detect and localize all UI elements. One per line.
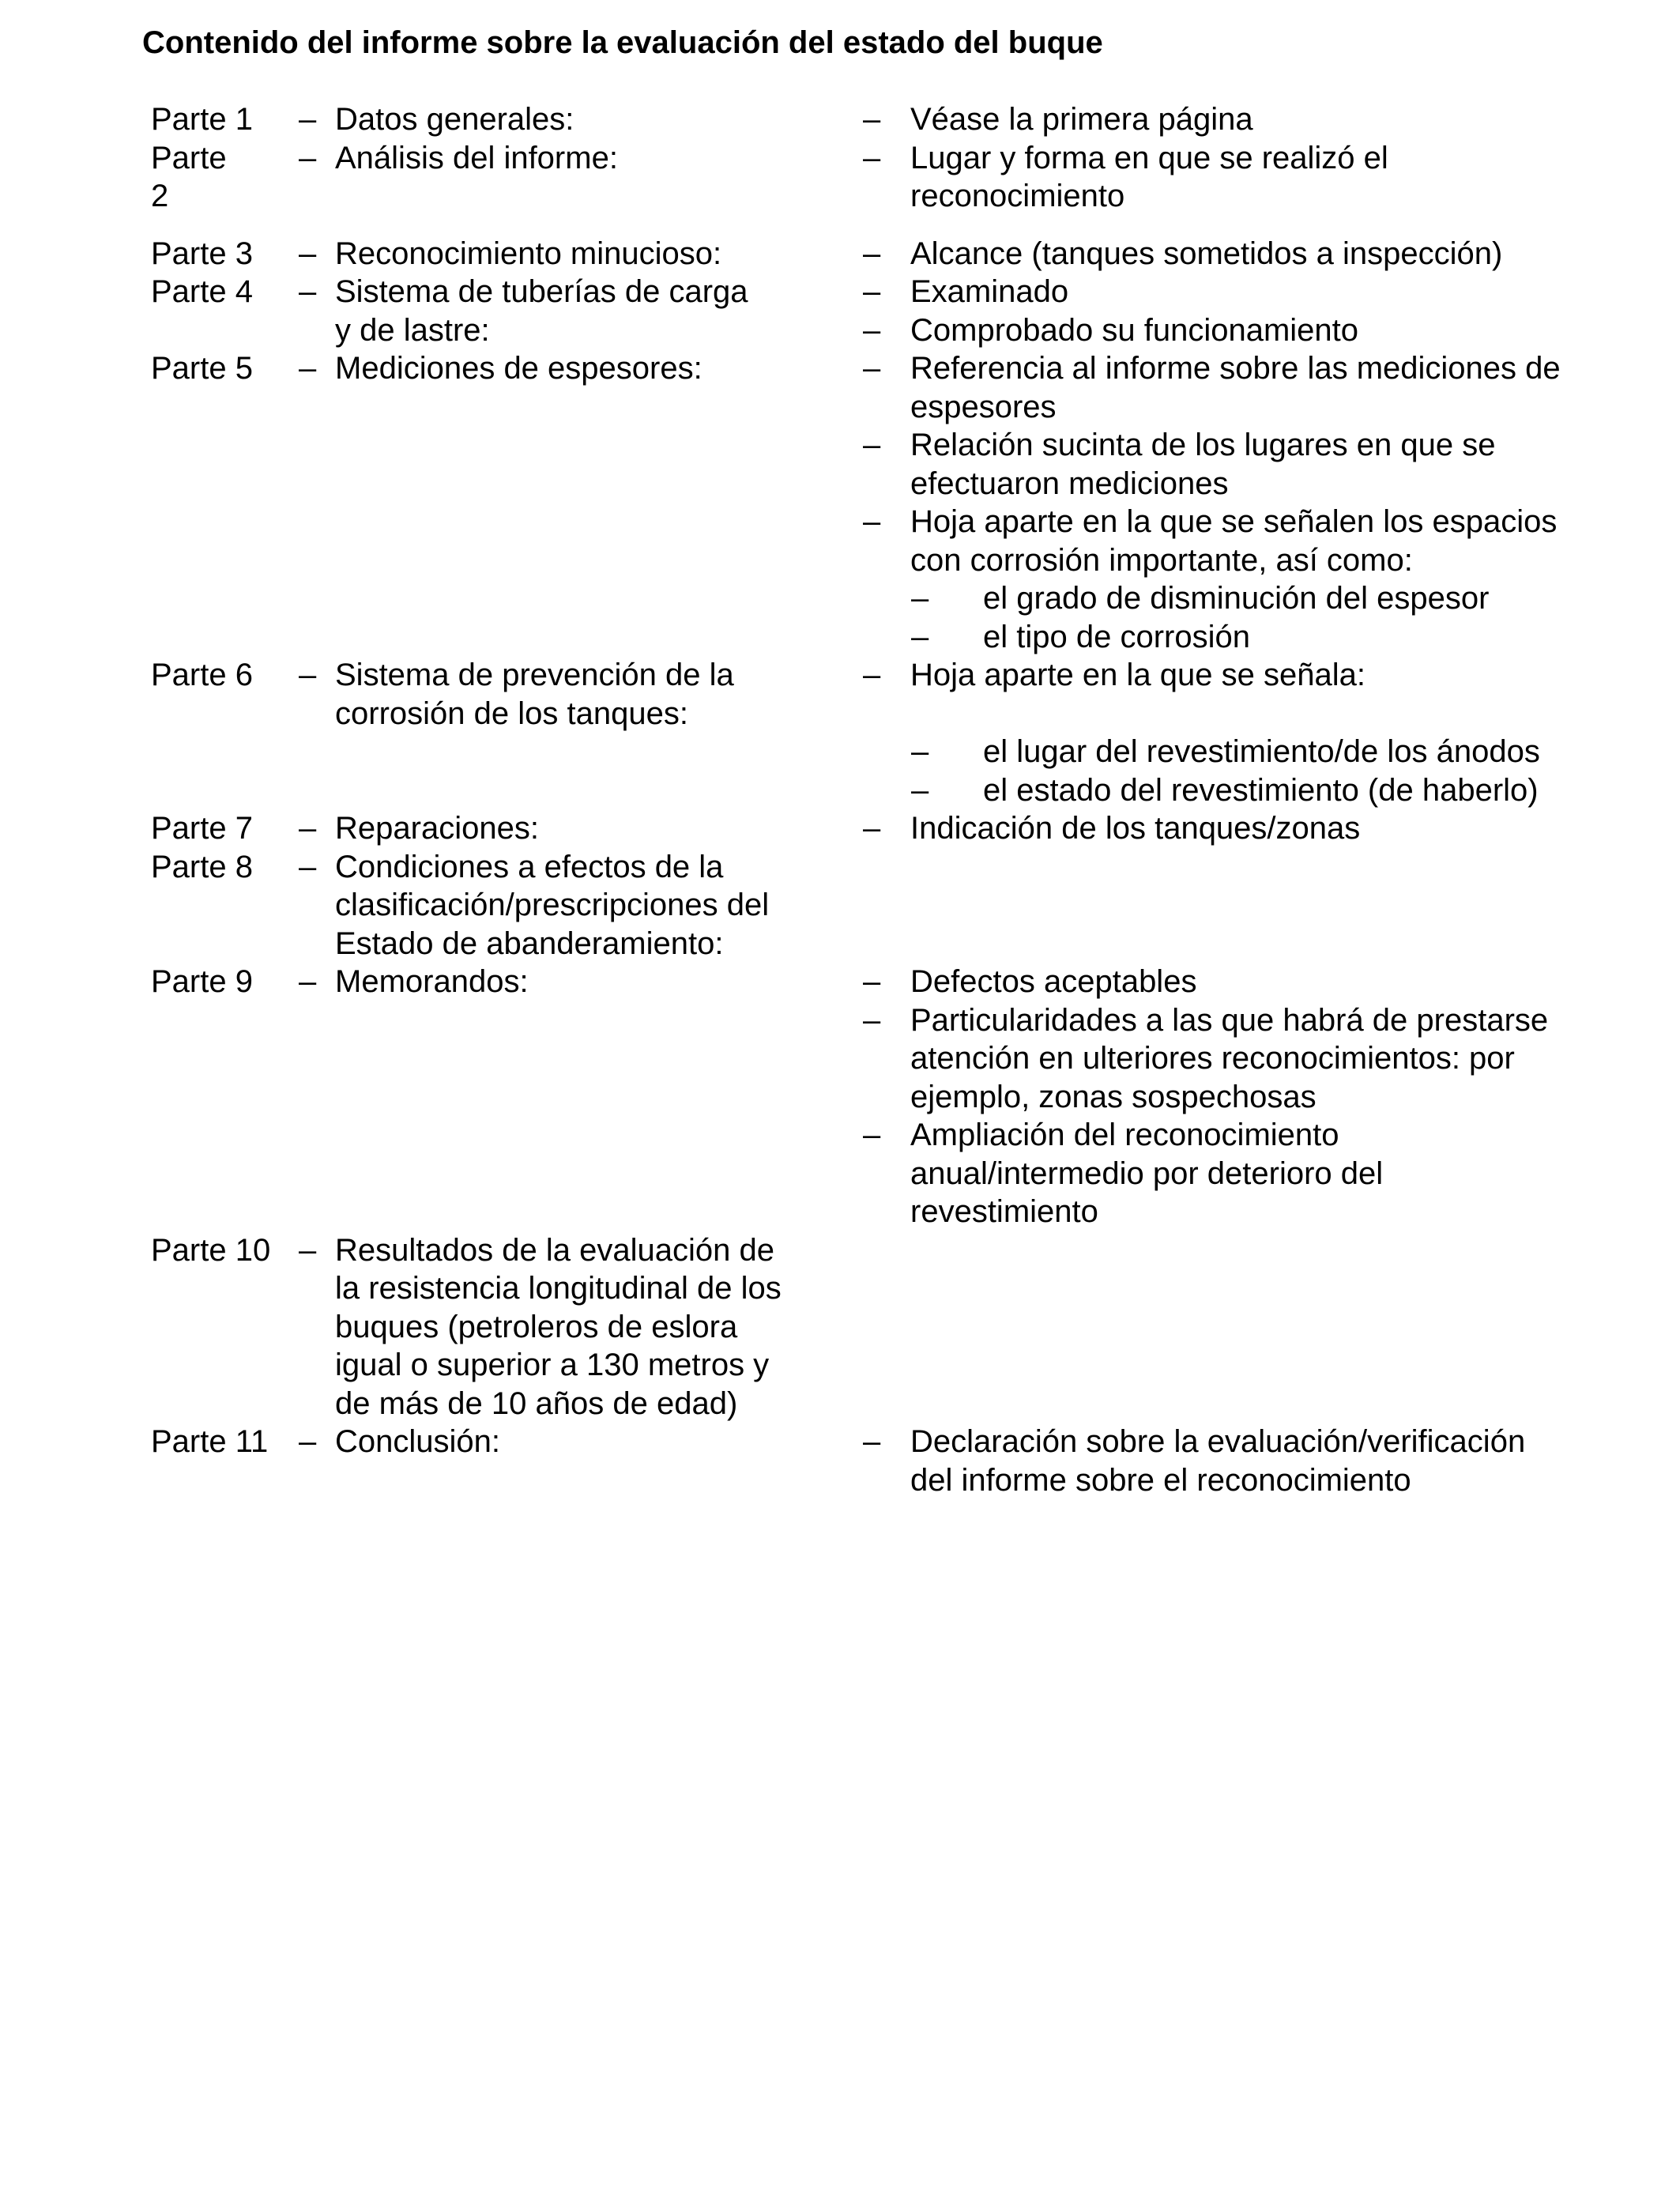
part-label: Parte xyxy=(151,140,227,175)
dash: – xyxy=(863,504,881,540)
item-text: Examinado xyxy=(910,274,1069,310)
item-text: Referencia al informe sobre las mediciones de xyxy=(910,351,1561,386)
section-title: Condiciones a efectos de la xyxy=(335,849,724,884)
item-text: Comprobado su funcionamiento xyxy=(910,312,1359,348)
item-text: Particularidades a las que habrá de prestarse xyxy=(910,1002,1549,1038)
section-title: de más de 10 años de edad) xyxy=(335,1385,738,1421)
item-text: anual/intermedio por deterioro del xyxy=(910,1155,1384,1191)
part-label: Parte 4 xyxy=(151,274,253,310)
section-title: Datos generales: xyxy=(335,102,574,137)
dash: – xyxy=(863,964,881,1000)
dash: – xyxy=(299,658,317,693)
section-title: Estado de abanderamiento: xyxy=(335,925,724,961)
section-title: y de lastre: xyxy=(335,312,490,348)
section-title: igual o superior a 130 metros y xyxy=(335,1348,770,1383)
item-text: Ampliación del reconocimiento xyxy=(910,1118,1339,1153)
dash: – xyxy=(299,1424,317,1460)
part-label: Parte 1 xyxy=(151,102,253,137)
part-label: Parte 8 xyxy=(151,849,253,884)
item-text: espesores xyxy=(910,389,1057,424)
section-title: clasificación/prescripciones del xyxy=(335,888,770,923)
dash: – xyxy=(299,964,317,1000)
dash: – xyxy=(911,772,929,808)
part-label: Parte 11 xyxy=(151,1424,269,1460)
document-title: Contenido del informe sobre la evaluación del estado del buque xyxy=(142,25,1103,60)
part-label: Parte 10 xyxy=(151,1232,271,1268)
dash: – xyxy=(299,102,317,137)
part-label: Parte 3 xyxy=(151,236,253,271)
item-text: Indicación de los tanques/zonas xyxy=(910,811,1361,846)
item-text: Lugar y forma en que se realizó el xyxy=(910,140,1388,175)
section-title: Resultados de la evaluación de xyxy=(335,1232,774,1268)
dash: – xyxy=(863,428,881,463)
dash: – xyxy=(863,1424,881,1460)
dash: – xyxy=(299,351,317,386)
dash: – xyxy=(911,581,929,616)
item-text: Véase la primera página xyxy=(910,102,1253,137)
dash: – xyxy=(863,236,881,271)
dash: – xyxy=(863,102,881,137)
item-text: Relación sucinta de los lugares en que se xyxy=(910,428,1496,463)
section-title: Conclusión: xyxy=(335,1424,501,1460)
item-text: Alcance (tanques sometidos a inspección) xyxy=(910,236,1503,271)
item-text: Defectos aceptables xyxy=(910,964,1197,1000)
dash: – xyxy=(299,236,317,271)
part-label: Parte 6 xyxy=(151,658,253,693)
item-text: con corrosión importante, así como: xyxy=(910,542,1413,578)
dash: – xyxy=(911,619,929,654)
item-text: ejemplo, zonas sospechosas xyxy=(910,1079,1317,1114)
item-text: reconocimiento xyxy=(910,179,1125,213)
item-text: Hoja aparte en la que se señalen los espacios xyxy=(910,504,1558,540)
section-title: Sistema de tuberías de carga xyxy=(335,274,748,310)
sub-item-text: el estado del revestimiento (de haberlo) xyxy=(983,772,1539,808)
dash: – xyxy=(299,849,317,884)
section-title: Reparaciones: xyxy=(335,811,539,846)
section-title: corrosión de los tanques: xyxy=(335,696,688,731)
item-text: revestimiento xyxy=(910,1194,1098,1230)
dash: – xyxy=(911,734,929,770)
sub-item-text: el grado de disminución del espesor xyxy=(983,581,1490,616)
dash: – xyxy=(863,1118,881,1153)
part-label: Parte 9 xyxy=(151,964,253,1000)
section-title: la resistencia longitudinal de los xyxy=(335,1271,782,1306)
dash: – xyxy=(863,658,881,693)
section-title: Sistema de prevención de la xyxy=(335,658,734,693)
section-title: buques (petroleros de eslora xyxy=(335,1309,738,1344)
dash: – xyxy=(299,811,317,846)
dash: – xyxy=(863,351,881,386)
section-title: Reconocimiento minucioso: xyxy=(335,236,722,271)
dash: – xyxy=(863,274,881,310)
sub-item-text: el tipo de corrosión xyxy=(983,619,1250,654)
dash: – xyxy=(863,811,881,846)
dash: – xyxy=(299,1232,317,1268)
item-text: del informe sobre el reconocimiento xyxy=(910,1462,1411,1498)
item-text: Hoja aparte en la que se señala: xyxy=(910,658,1365,693)
section-title: Mediciones de espesores: xyxy=(335,351,703,386)
item-text: Declaración sobre la evaluación/verificación xyxy=(910,1424,1526,1460)
item-text: efectuaron mediciones xyxy=(910,466,1229,501)
section-title: Memorandos: xyxy=(335,964,529,1000)
dash: – xyxy=(863,312,881,348)
dash: – xyxy=(863,140,881,175)
item-text: atención en ulteriores reconocimientos: por xyxy=(910,1041,1515,1076)
part-label: Parte 7 xyxy=(151,811,253,846)
dash: – xyxy=(299,140,317,175)
dash: – xyxy=(863,1002,881,1038)
part-label: 2 xyxy=(151,179,169,213)
section-title: Análisis del informe: xyxy=(335,140,618,175)
sub-item-text: el lugar del revestimiento/de los ánodos xyxy=(983,734,1540,770)
part-label: Parte 5 xyxy=(151,351,253,386)
dash: – xyxy=(299,274,317,310)
